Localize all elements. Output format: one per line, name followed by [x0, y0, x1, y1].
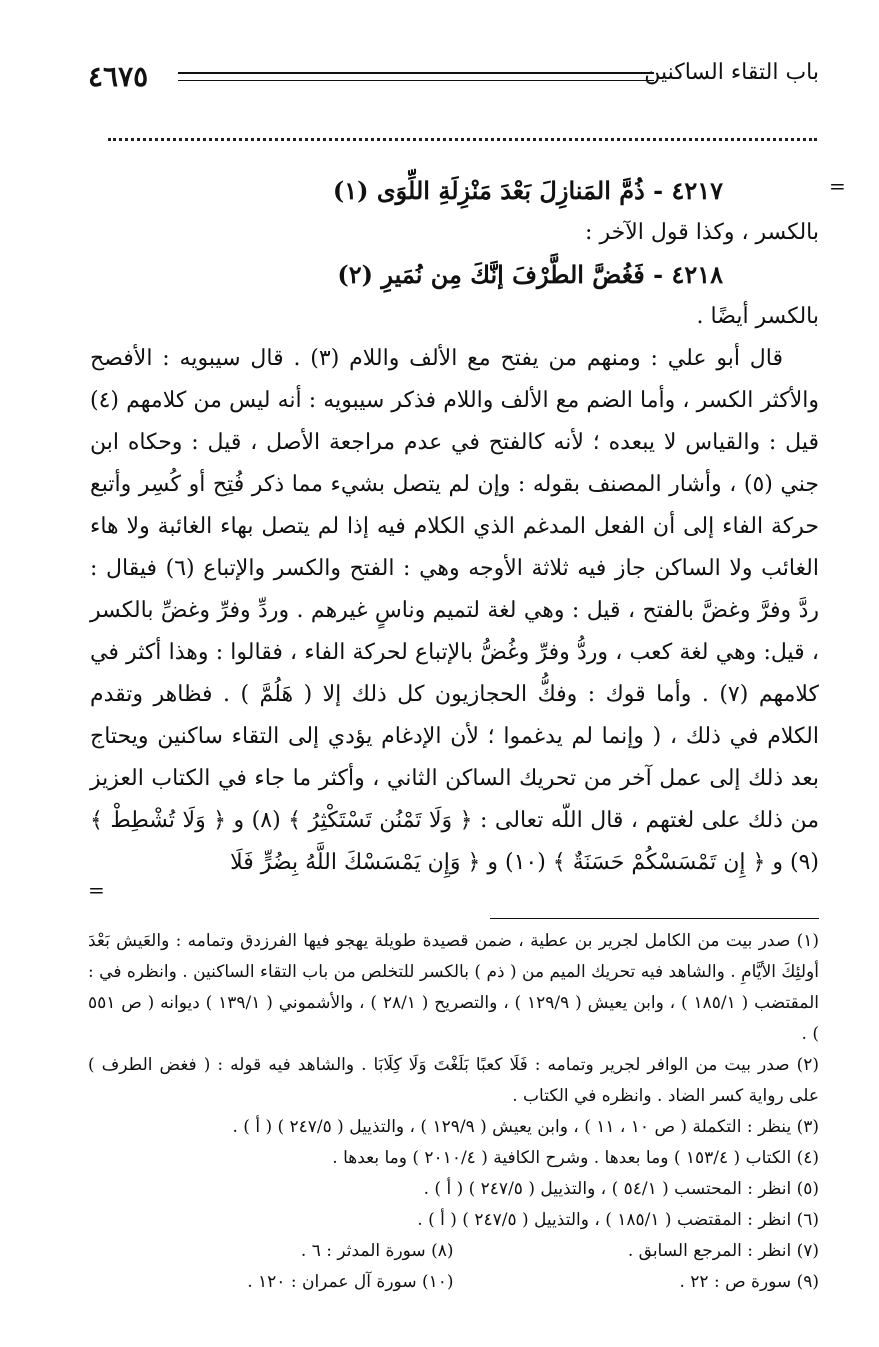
footnotes [88, 926, 819, 1298]
main-paragraph: قال أبو علي : ومنهم من يفتح مع الألف واللام (٣) . قال سيبويه : الأفصح والأكثر الكسر ، وأما الضم مع الألف واللام فذكر سيبويه : أنه ليس من كلامهم (٤) قيل : والقياس لا يبعده ؛ لأنه كالفتح في عدم مراجعة الأصل ، قيل : وحكاه ابن جني (٥) ، وأشار المصنف بقوله : وإن لم يتصل بشيء مما ذكر فُتِح أو كُسِر وأتبع حركة الفاء إلى أن الفعل المدغم الذي الكلام فيه إذا لم يتصل بهاء الغائبة ولا هاء الغائب ولا الساكن جاز فيه ثلاثة الأوجه وهي : الفتح والكسر والإتباع (٦) فيقال : ردَّ وفرَّ وغضَّ بالفتح ، قيل : وهي لغة لتميم وناسٍ غيرهم . وردِّ وفرِّ وغضِّ بالكسر ، قيل: وهي لغة كعب ، وردُّ وفرِّ وغُضُّ بالإتباع لحركة الفاء ، فقالوا : وهذا أكثر في كلامهم (٧) . وأما قوك : وفكُّ الحجازيون كل ذلك إلا ( هَلُمَّ ) . فظاهر وتقدم الكلام في ذلك ، ( وإنما لم يدغموا ؛ لأن الإدغام يؤدي إلى التقاء ساكنين ويحتاج بعد ذلك إلى عمل آخر من تحريك الساكن الثاني ، وأكثر ما جاء في الكتاب العزيز من ذلك على لغتهم ، قال اللّه تعالى : ﴿ وَلَا تَمْنُن تَسْتَكْثِرُ ﴾ (٨) و ﴿ وَلَا تُشْطِطْ ﴾ (٩) و ﴿ إِن تَمْسَسْكُمْ حَسَنَةٌ ﴾ (١٠) و ﴿ وَإِن يَمْسَسْكَ اللَّهُ بِضُرٍّ فَلَا [90, 346, 819, 875]
page-number: ٤٦٧٥ [88, 60, 149, 93]
footnote-7: (٧) انظر : المرجع السابق . [627, 1241, 819, 1261]
dotted-separator [108, 138, 817, 141]
main-text [90, 170, 819, 884]
verse-4218: ٤٢١٨ - فَغُضَّ الطَّرْفَ إنَّكَ مِن نُمَيرِ (٢) [337, 260, 723, 289]
footnote-row [88, 1236, 819, 1267]
footnote-rule [490, 918, 819, 919]
footnote-5: (٥) انظر : المحتسب ( ٥٤/١ ) ، والتذييل ( ٢٤٧/٥ ) ( أ ) . [423, 1179, 819, 1199]
footnote-row [88, 1267, 819, 1298]
text-line: بالكسر ، وكذا قول الآخر : [585, 220, 819, 245]
margin-mark-bottom: = [88, 878, 105, 902]
footnote-8: (٨) سورة المدثر : ٦ . [300, 1241, 454, 1261]
page-header [88, 60, 819, 96]
margin-mark-top: = [829, 174, 846, 198]
text-line: بالكسر أيضًا . [696, 304, 819, 329]
header-rule [178, 72, 654, 81]
footnote-1: (١) صدر بيت من الكامل لجرير بن عطية ، ضمن قصيدة طويلة يهجو فيها الفرزدق وتمامه : والعَيش بَعْدَ أولئِكَ الأيَّامِ . والشاهد فيه تحريك الميم من ( ذم ) بالكسر للتخلص من باب التقاء الساكنين . وانظره في : المقتضب ( ١٨٥/١ ) ، وابن يعيش ( ١٢٩/٩ ) ، والتصريح ( ٢٨/١ ) ، والأشموني ( ١٣٩/١ ) ديوانه ( ص ٥٥١ ) . [88, 931, 820, 1044]
footnote-9: (٩) سورة ص : ٢٢ . [679, 1272, 819, 1292]
footnote-10: (١٠) سورة آل عمران : ١٢٠ . [247, 1272, 454, 1292]
footnote-6: (٦) انظر : المقتضب ( ١٨٥/١ ) ، والتذييل ( ٢٤٧/٥ ) ( أ ) . [417, 1210, 819, 1230]
footnote-3: (٣) ينظر : التكملة ( ص ١٠ ، ١١ ) ، وابن يعيش ( ١٢٩/٩ ) ، والتذييل ( ٢٤٧/٥ ) ( أ ) . [232, 1117, 819, 1137]
chapter-title: باب التقاء الساكنين [644, 60, 819, 85]
verse-4217: ٤٢١٧ - ذُمَّ المَنازِلَ بَعْدَ مَنْزِلَةِ اللِّوَى (١) [332, 176, 723, 205]
footnote-4: (٤) الكتاب ( ١٥٣/٤ ) وما بعدها . وشرح الكافية ( ٢٠١٠/٤ ) وما بعدها . [332, 1148, 819, 1168]
footnote-2: (٢) صدر بيت من الوافر لجرير وتمامه : فَلَا كعبًا بَلَغْتَ وَلَا كِلَابَا . والشاهد فيه قوله : ( فغض الطرف ) على رواية كسر الضاد . وانظره في الكتاب . [88, 1055, 819, 1106]
